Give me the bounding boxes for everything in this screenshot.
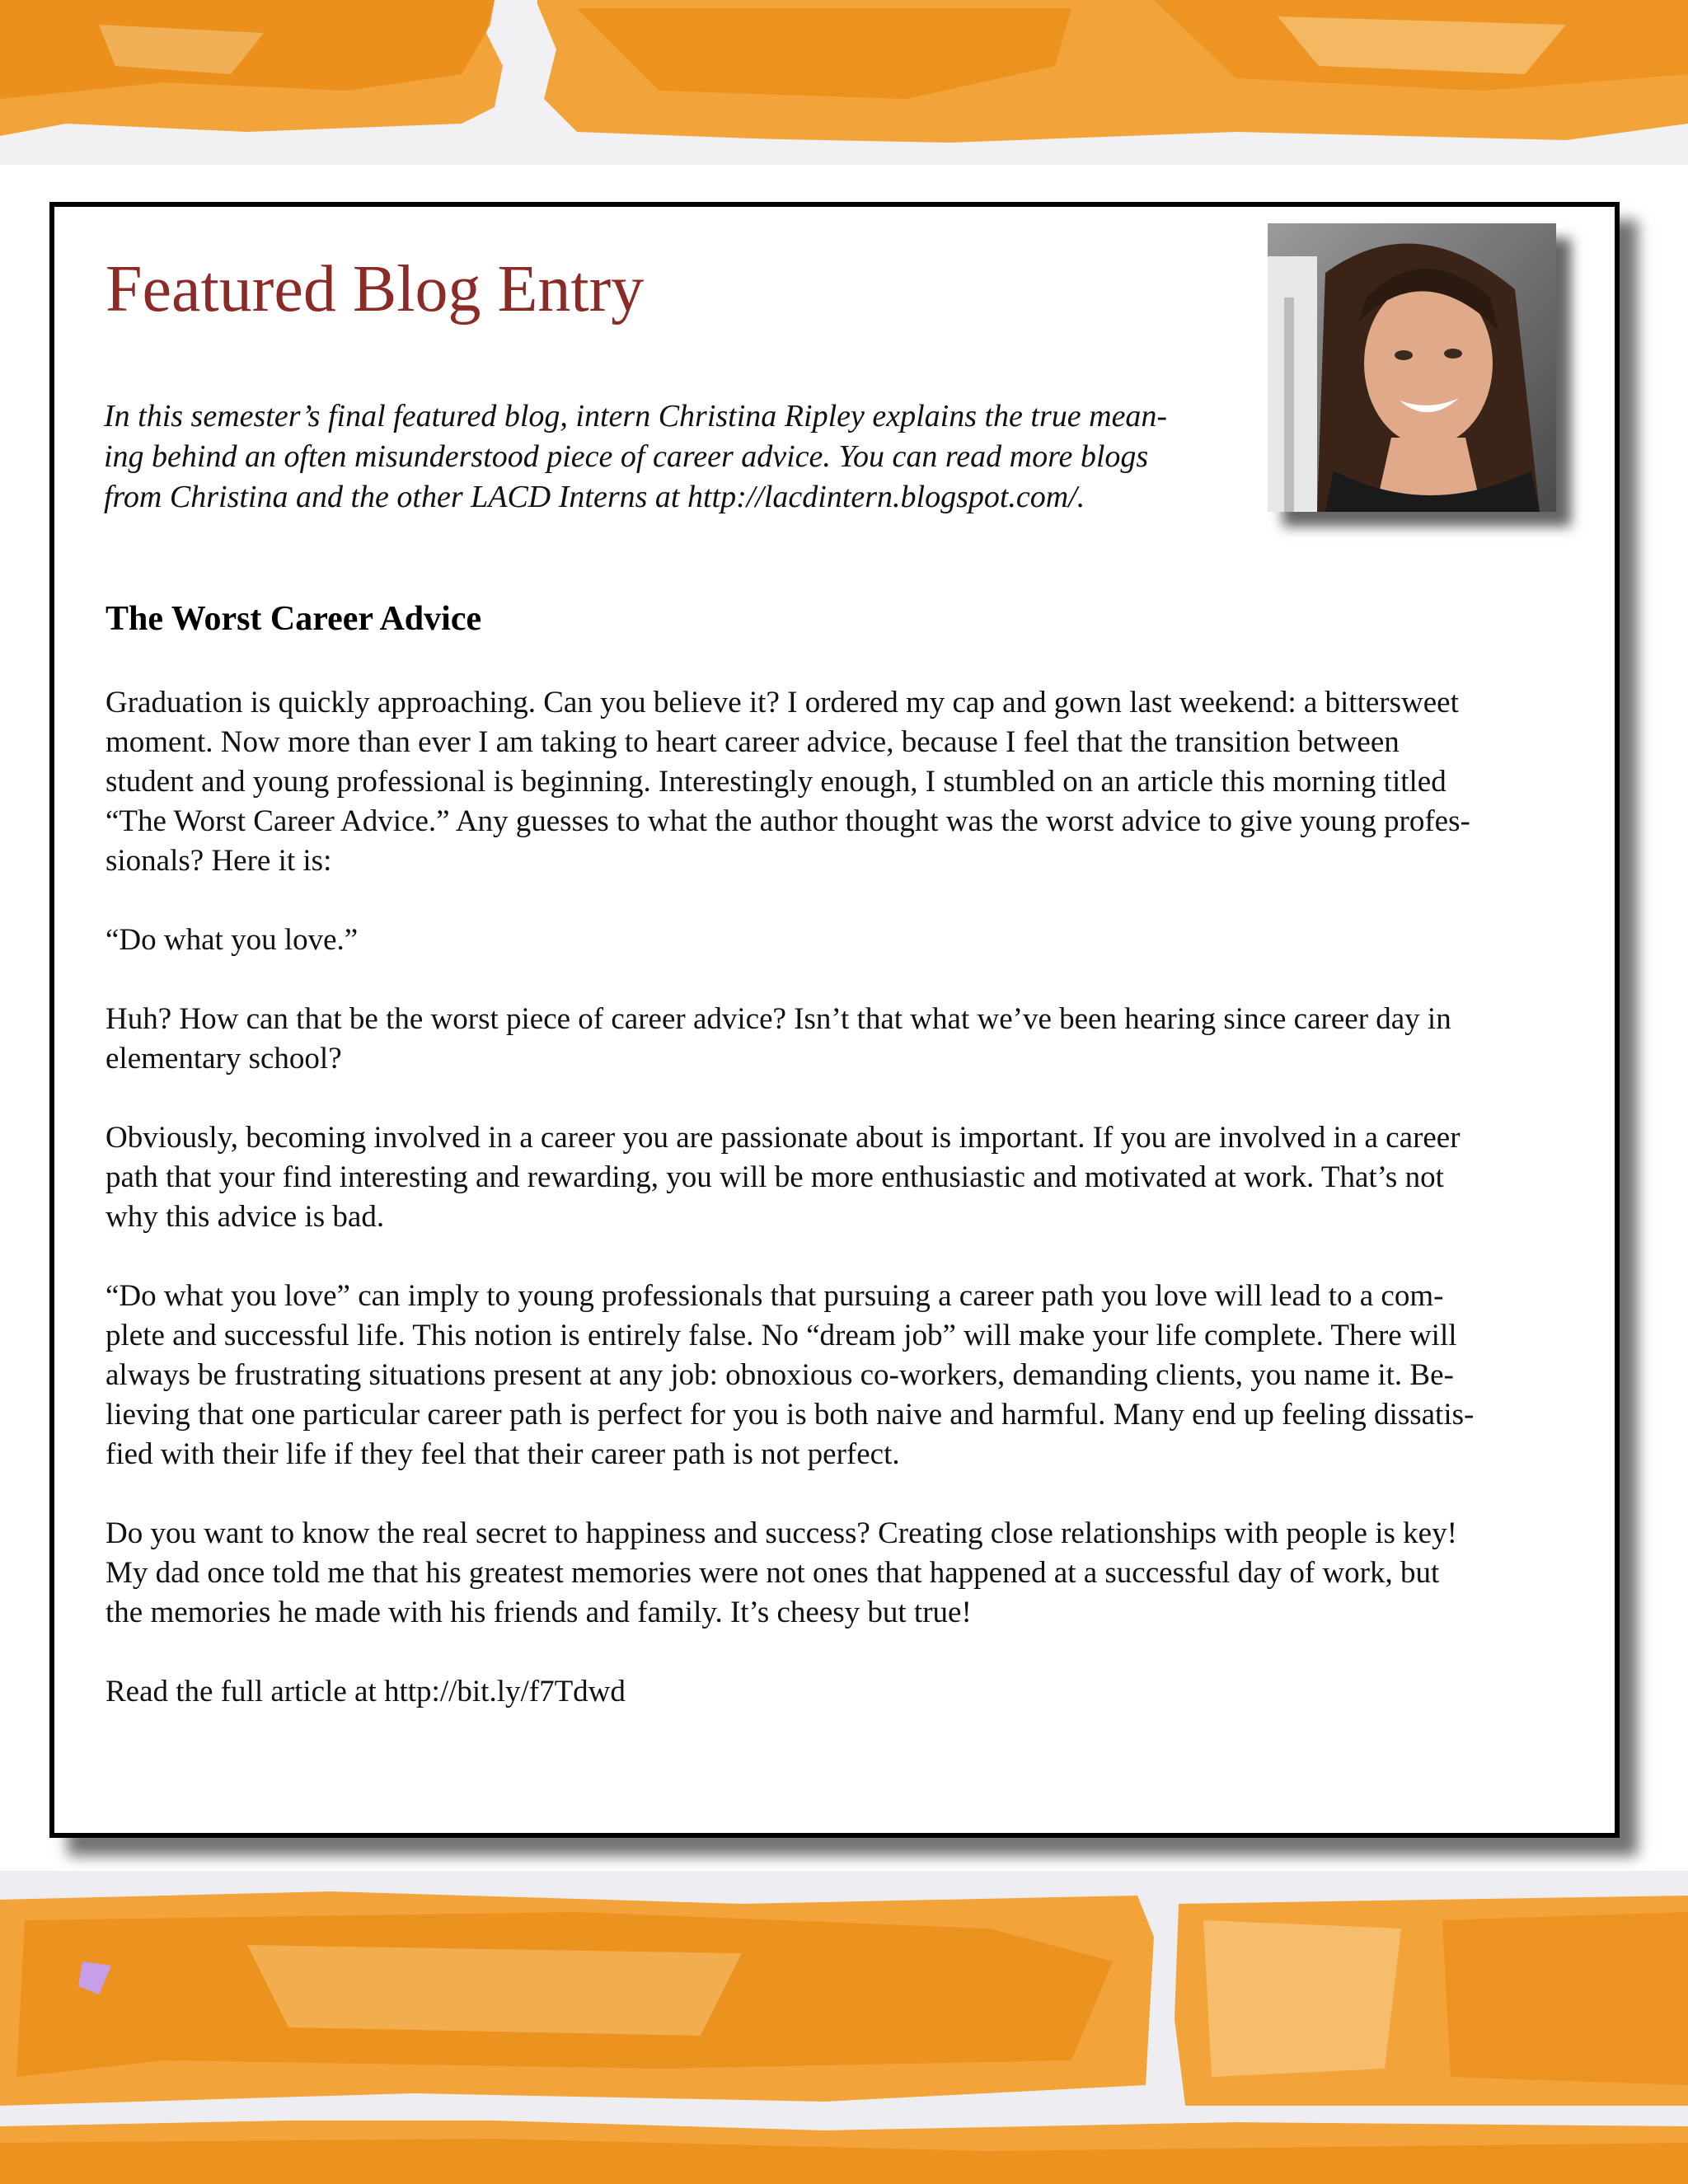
paragraph — [106, 1514, 1589, 1633]
paragraph — [106, 1672, 1589, 1712]
intro-line: from Christina and the other LACD Interns at http://lacdintern.blogspot.com/. — [104, 480, 1085, 514]
text-line: “The Worst Career Advice.” Any guesses to what the author thought was the worst advice to give young profes- — [106, 804, 1470, 838]
text-line: student and young professional is beginning. Interestingly enough, I stumbled on an article this morning titled — [106, 765, 1447, 799]
text-line: plete and successful life. This notion is entirely false. No “dream job” will make your life complete. There will — [106, 1319, 1457, 1352]
paragraph — [106, 683, 1589, 881]
text-line: “Do what you love” can imply to young professionals that pursuing a career path you love will lead to a com- — [106, 1279, 1444, 1313]
text-line: lieving that one particular career path is perfect for you is both naive and harmful. Many end up feeling dissatis- — [106, 1398, 1475, 1432]
article-body — [106, 683, 1589, 1751]
intro-text — [104, 396, 1282, 518]
page-title: Featured Blog Entry — [106, 253, 645, 326]
text-line: Huh? How can that be the worst piece of career advice? Isn’t that what we’ve been hearing since career day in — [106, 1002, 1451, 1036]
text-line: “Do what you love.” — [106, 923, 359, 957]
text-line: Obviously, becoming involved in a career you are passionate about is important. If you are involved in a career — [106, 1121, 1461, 1155]
top-decorative-band — [0, 0, 1688, 165]
author-photo — [1268, 223, 1556, 512]
text-line: My dad once told me that his greatest memories were not ones that happened at a successful day of work, but — [106, 1556, 1440, 1590]
text-line: elementary school? — [106, 1042, 342, 1076]
article-link-text: Read the full article at http://bit.ly/f7Tdwd — [106, 1675, 626, 1708]
intro-line: In this semester’s final featured blog, intern Christina Ripley explains the true mean- — [104, 399, 1168, 434]
text-line: always be frustrating situations present at any job: obnoxious co-workers, demanding clients, you name it. Be- — [106, 1358, 1454, 1392]
intro-line: ing behind an often misunderstood piece of career advice. You can read more blogs — [104, 439, 1149, 474]
article-frame — [49, 202, 1620, 1838]
paragraph — [106, 1118, 1589, 1237]
paragraph — [106, 1000, 1589, 1079]
article-subheading: The Worst Career Advice — [106, 600, 482, 638]
text-line: fied with their life if they feel that their career path is not perfect. — [106, 1437, 900, 1471]
text-line: path that your find interesting and rewarding, you will be more enthusiastic and motivated at work. That’s not — [106, 1160, 1444, 1194]
text-line: the memories he made with his friends and family. It’s cheesy but true! — [106, 1596, 972, 1629]
paragraph — [106, 921, 1589, 960]
text-line: moment. Now more than ever I am taking to heart career advice, because I feel that the transition between — [106, 725, 1400, 759]
text-line: Graduation is quickly approaching. Can you believe it? I ordered my cap and gown last weekend: a bittersweet — [106, 686, 1459, 719]
text-line: why this advice is bad. — [106, 1200, 385, 1234]
bottom-decorative-band — [0, 1871, 1688, 2184]
paragraph — [106, 1277, 1589, 1474]
text-line: sionals? Here it is: — [106, 844, 332, 878]
text-line: Do you want to know the real secret to happiness and success? Creating close relationships with people is key! — [106, 1516, 1457, 1550]
